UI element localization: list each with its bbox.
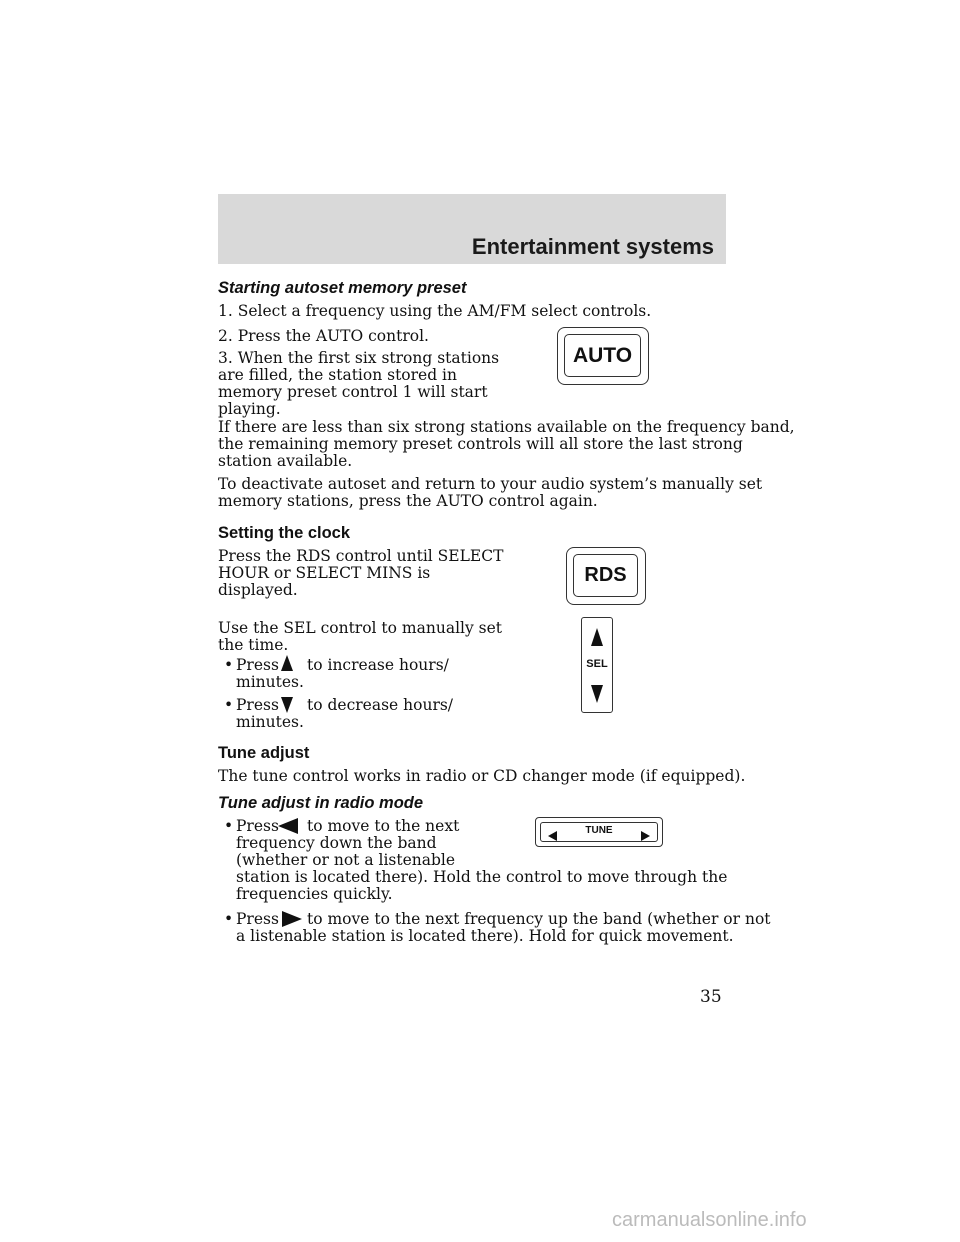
sel-control: [581, 617, 613, 713]
tune-para1: The tune control works in radio or CD changer mode (if equipped).: [218, 767, 746, 785]
up-arrow-icon: [281, 655, 293, 675]
sel-label: SEL: [586, 658, 608, 670]
rds-button-label: RDS: [573, 554, 638, 597]
header-bar: [218, 194, 726, 264]
autoset-step1: 1. Select a frequency using the AM/FM select controls.: [218, 302, 652, 320]
auto-button-label: AUTO: [564, 334, 641, 377]
autoset-step3: 3. When the first six strong stations are filled, the station stored in memory preset control 1 will start playing.: [218, 349, 500, 418]
autoset-step2: 2. Press the AUTO control.: [218, 327, 429, 345]
autoset-para2: To deactivate autoset and return to your audio system’s manually set memory stations, press the AUTO control again.: [218, 475, 763, 510]
clock-heading: Setting the clock: [218, 524, 351, 542]
autoset-para1: If there are less than six strong stations available on the frequency band, the remaining memory preset controls will all store the last strong station available.: [218, 418, 795, 470]
auto-button: [557, 327, 649, 385]
autoset-heading: Starting autoset memory preset: [218, 279, 467, 297]
clock-para2: Use the SEL control to manually set the time.: [218, 619, 503, 654]
tune-heading: Tune adjust: [218, 744, 310, 762]
tune-label: TUNE: [585, 825, 613, 836]
tune-control: [535, 817, 663, 847]
tune-right-arrow-icon: [641, 826, 650, 845]
sel-up-arrow-icon: [591, 628, 603, 650]
tune-subheading: Tune adjust in radio mode: [218, 794, 424, 812]
sel-down-arrow-icon: [591, 685, 603, 707]
page-title: Entertainment systems: [471, 234, 714, 259]
clock-para1: Press the RDS control until SELECT HOUR or SELECT MINS is displayed.: [218, 547, 504, 599]
page-number: 35: [700, 987, 722, 1007]
rds-button: [566, 547, 646, 605]
footer-watermark: carmanualsonline.info: [612, 1209, 807, 1231]
